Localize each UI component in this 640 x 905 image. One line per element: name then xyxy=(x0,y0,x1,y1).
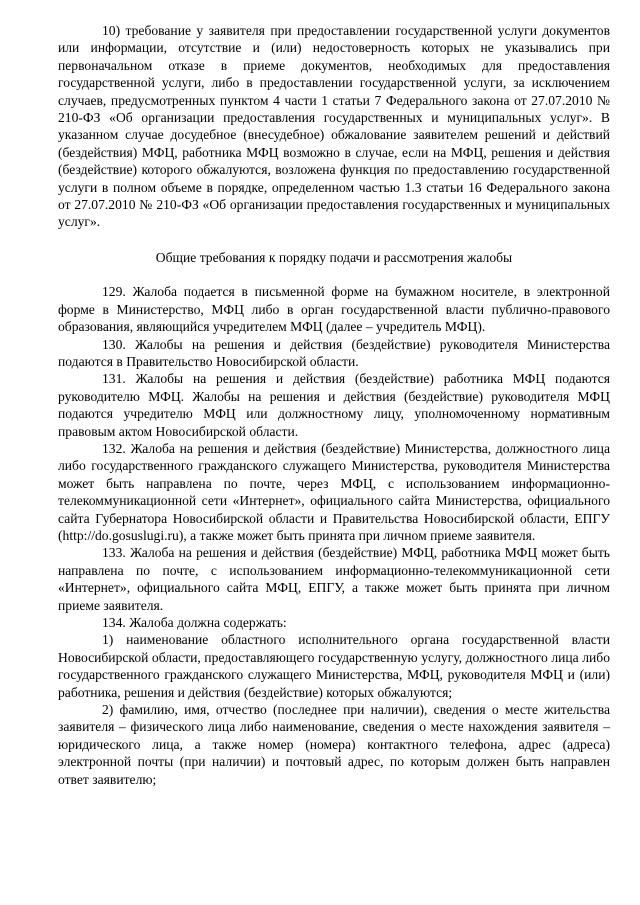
list-item-2: 2) фамилию, имя, отчество (последнее при наличии), сведения о месте жительства заявителя – физического лица либо наименование, сведения о месте нахождения заявителя – юридического лица, а также номер (номера) контактного телефона, адрес (адреса) электронной почты (при наличии) и почтовый адрес, по которым должен быть направлен ответ заявителю; xyxy=(58,702,610,787)
paragraph-132: 132. Жалоба на решения и действия (бездействие) Министерства, должностного лица либо государственного гражданского служащего Министерства, руководителя Министерства может быть направлена по почте, через МФЦ, с использованием информационно-телекоммуникационной сети «Интернет», официального сайта Министерства, официального сайта Губернатора Новосибирской области и Правительства Новосибирской области, ЕПГУ (http://do.gosuslugi.ru), а также может быть принята при личном приеме заявителя. xyxy=(58,440,610,543)
document-page xyxy=(58,22,610,788)
paragraph-133: 133. Жалоба на решения и действия (бездействие) МФЦ, работника МФЦ может быть направлена по почте, с использованием информационно-телекоммуникационной сети «Интернет», официального сайта МФЦ, ЕПГУ, а также может быть принята при личном приеме заявителя. xyxy=(58,545,610,613)
paragraph-130: 130. Жалобы на решения и действия (бездействие) руководителя Министерства подаются в Правительство Новосибирской области. xyxy=(58,336,610,369)
paragraph-129: 129. Жалоба подается в письменной форме на бумажном носителе, в электронной форме в Министерство, МФЦ либо в орган государственной власти публично-правового образования, являющийся учредителем МФЦ (далее – учредитель МФЦ). xyxy=(58,284,610,335)
paragraph-131: 131. Жалобы на решения и действия (бездействие) работника МФЦ подаются руководителю МФЦ. Жалобы на решения и действия (бездействие) руководителя МФЦ подаются учредителю МФЦ или должностному лицу, уполномоченному нормативным правовым актом Новосибирской области. xyxy=(58,371,610,439)
paragraph-134: 134. Жалоба должна содержать: xyxy=(102,615,287,630)
section-heading: Общие требования к порядку подачи и рассмотрения жалобы xyxy=(155,249,513,265)
intro-item-10: 10) требование у заявителя при предоставлении государственной услуги документов или информации, отсутствие и (или) недостоверность которых не указывались при первоначальном отказе в приеме документов, необходимых для предоставления государственной услуги, либо в предоставлении государственной услуги, за исключением случаев, предусмотренных пунктом 4 части 1 статьи 7 Федерального закона от 27.07.2010 № 210-ФЗ «Об организации предоставления государственных и муниципальных услуг». В указанном случае досудебное (внесудебное) обжалование заявителем решений и действий (бездействия) МФЦ, работника МФЦ возможно в случае, если на МФЦ, решения и действия (бездействие) которого обжалуются, возложена функция по предоставлению государственной услуги в полном объеме в порядке, определенном частью 1.3 статьи 16 Федерального закона от 27.07.2010 № 210-ФЗ «Об организации предоставления государственных и муниципальных услуг». xyxy=(58,23,610,230)
list-item-1: 1) наименование областного исполнительного органа государственной власти Новосибирской области, предоставляющего государственную услугу, должностного лица либо государственного гражданского служащего Министерства, МФЦ, руководителя МФЦ и (или) работника, решения и действия (бездействие) которых обжалуются; xyxy=(58,632,610,700)
